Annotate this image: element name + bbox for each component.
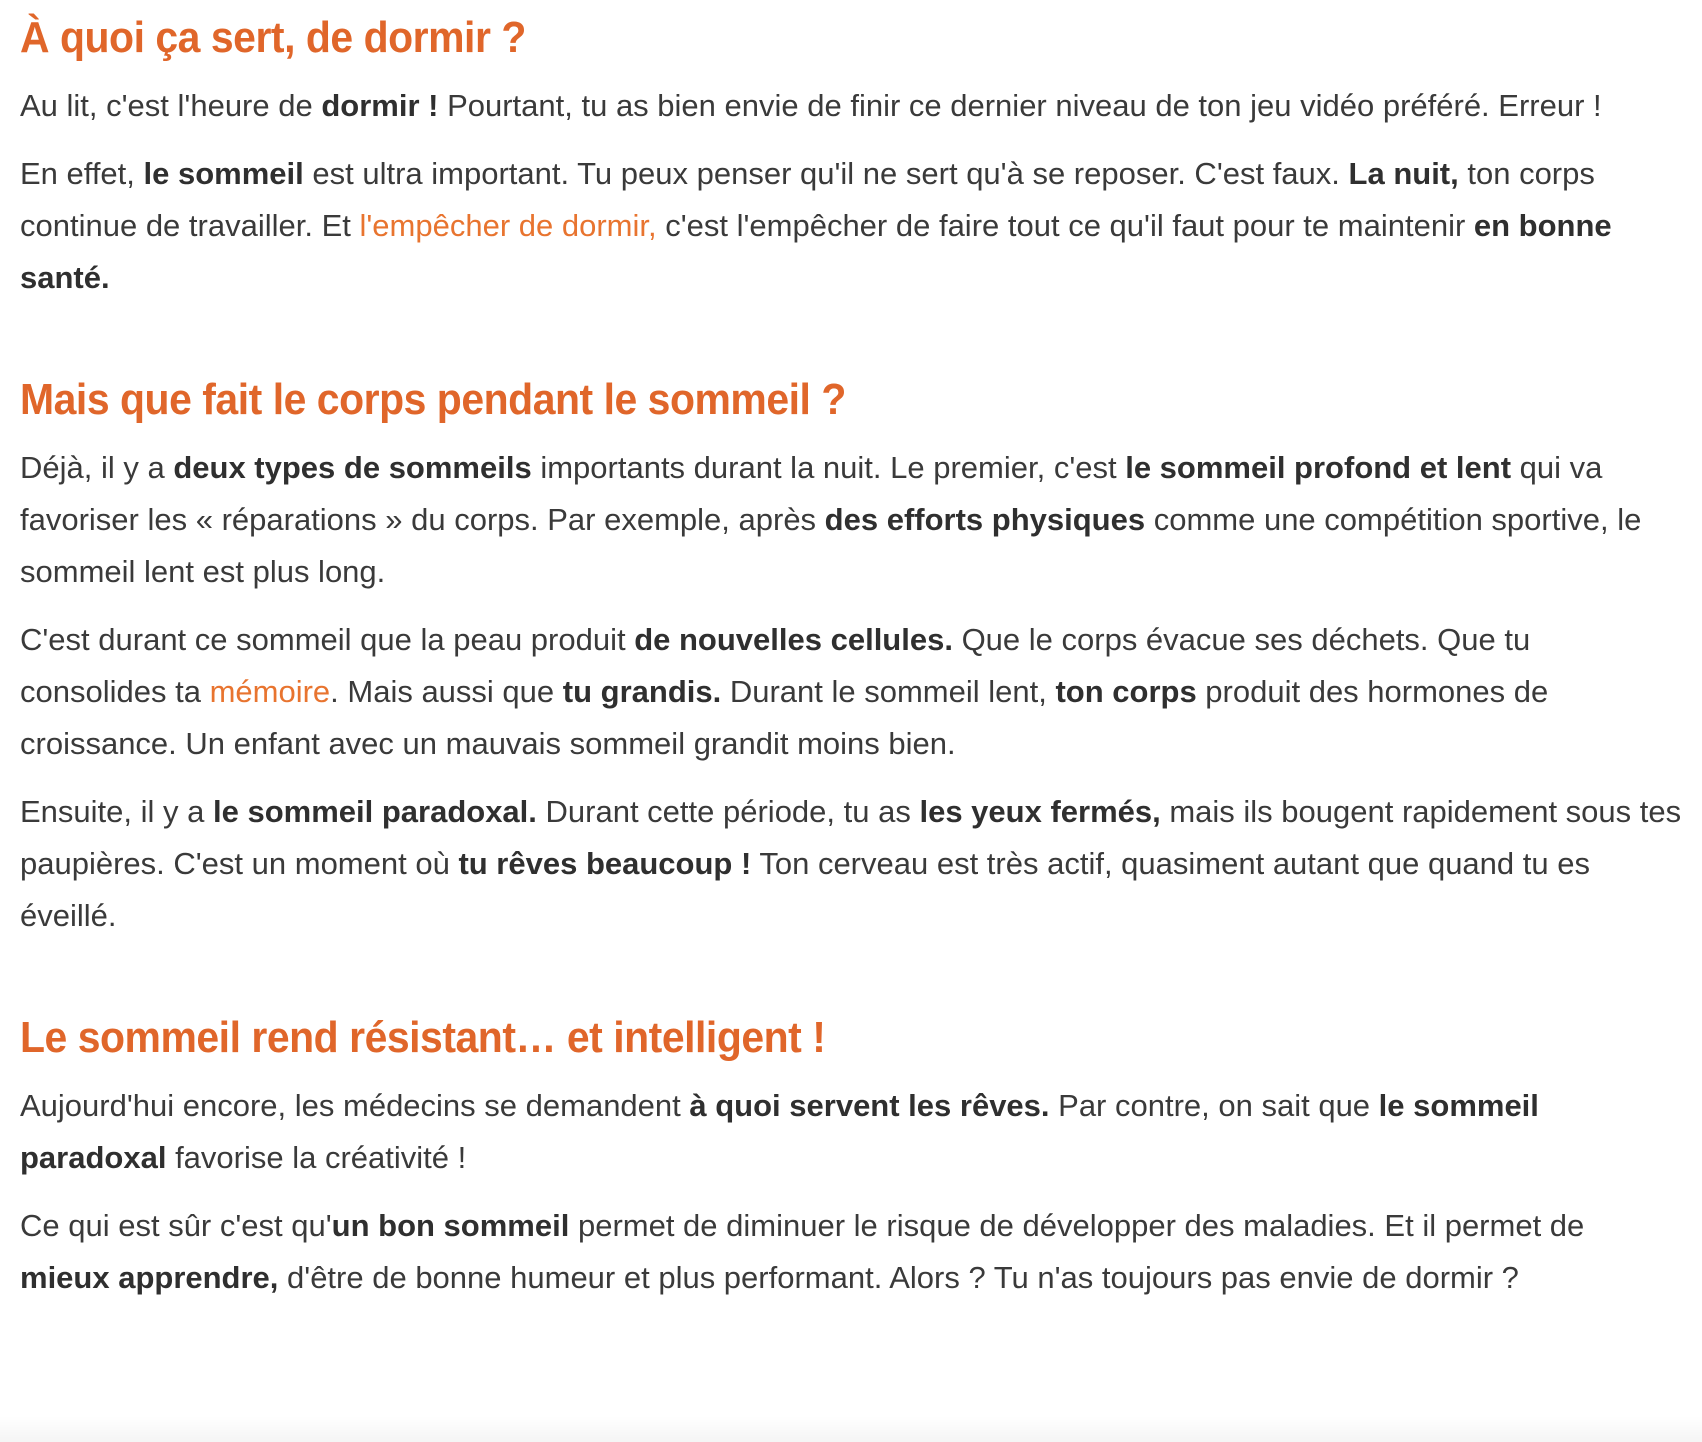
bold-text: tu grandis. (562, 674, 722, 709)
paragraph (20, 442, 1682, 598)
bold-text: le sommeil paradoxal. (212, 794, 537, 829)
bold-text: à quoi servent les rêves. (689, 1088, 1050, 1123)
text-run: Déjà, il y a (20, 450, 174, 485)
section-heading: Mais que fait le corps pendant le sommeil ? (20, 375, 846, 424)
bold-text: un bon sommeil (331, 1208, 570, 1243)
inline-link[interactable]: mémoire (209, 674, 331, 709)
bold-text: en bonne santé. (20, 208, 1612, 295)
text-run: Ce qui est sûr c'est qu' (20, 1208, 332, 1243)
bottom-fade (0, 1416, 1702, 1442)
text-run: ton corps continue de travailler. Et (20, 156, 1595, 243)
text-run: C'est durant ce sommeil que la peau produit (20, 622, 635, 657)
paragraph (20, 80, 1682, 132)
bold-text: le sommeil paradoxal (20, 1088, 1539, 1175)
text-run: Que le corps évacue ses déchets. Que tu consolides ta (20, 622, 1531, 709)
article (20, 0, 1682, 1304)
text-run: En effet, (20, 156, 144, 191)
bold-text: le sommeil (143, 156, 304, 191)
bold-text: les yeux fermés, (919, 794, 1161, 829)
bold-text: mieux apprendre, (20, 1260, 279, 1295)
text-run: c'est l'empêcher de faire tout ce qu'il faut pour te maintenir (656, 208, 1474, 243)
bold-text: des efforts physiques (824, 502, 1146, 537)
text-run: Au lit, c'est l'heure de (20, 88, 322, 123)
section-heading: À quoi ça sert, de dormir ? (20, 13, 526, 62)
section-heading: Le sommeil rend résistant… et intelligent ! (20, 1013, 826, 1062)
text-run: permet de diminuer le risque de développer des maladies. Et il permet de (569, 1208, 1585, 1243)
text-run: Ensuite, il y a (20, 794, 213, 829)
paragraph (20, 1200, 1682, 1304)
text-run: est ultra important. Tu peux penser qu'il ne sert qu'à se reposer. C'est faux. (303, 156, 1349, 191)
text-run: mais ils bougent rapidement sous tes paupières. C'est un moment où (20, 794, 1682, 881)
bold-text: de nouvelles cellules. (634, 622, 953, 657)
text-run: Durant cette période, tu as (536, 794, 920, 829)
paragraph (20, 1080, 1682, 1184)
bold-text: deux types de sommeils (173, 450, 532, 485)
text-run: . Mais aussi que (330, 674, 563, 709)
text-run: comme une compétition sportive, le sommeil lent est plus long. (20, 502, 1642, 589)
text-run: Ton cerveau est très actif, quasiment autant que quand tu es éveillé. (20, 846, 1590, 933)
text-run: favorise la créativité ! (166, 1140, 467, 1175)
text-run: Aujourd'hui encore, les médecins se demandent (20, 1088, 690, 1123)
paragraph (20, 786, 1682, 942)
bold-text: ton corps (1055, 674, 1197, 709)
bold-text: dormir ! (321, 88, 439, 123)
text-run: Durant le sommeil lent, (721, 674, 1056, 709)
text-run: Par contre, on sait que (1049, 1088, 1379, 1123)
text-run: importants durant la nuit. Le premier, c'est (531, 450, 1126, 485)
bold-text: tu rêves beaucoup ! (458, 846, 752, 881)
paragraph (20, 148, 1682, 304)
inline-link[interactable]: l'empêcher de dormir, (359, 208, 657, 243)
text-run: qui va favoriser les « réparations » du corps. Par exemple, après (20, 450, 1603, 537)
paragraph (20, 614, 1682, 770)
text-run: Pourtant, tu as bien envie de finir ce dernier niveau de ton jeu vidéo préféré. Erreur ! (438, 88, 1602, 123)
text-run: d'être de bonne humeur et plus performant. Alors ? Tu n'as toujours pas envie de dormir ? (278, 1260, 1519, 1295)
bold-text: le sommeil profond et lent (1125, 450, 1512, 485)
text-run: produit des hormones de croissance. Un enfant avec un mauvais sommeil grandit moins bien. (20, 674, 1549, 761)
bold-text: La nuit, (1348, 156, 1459, 191)
